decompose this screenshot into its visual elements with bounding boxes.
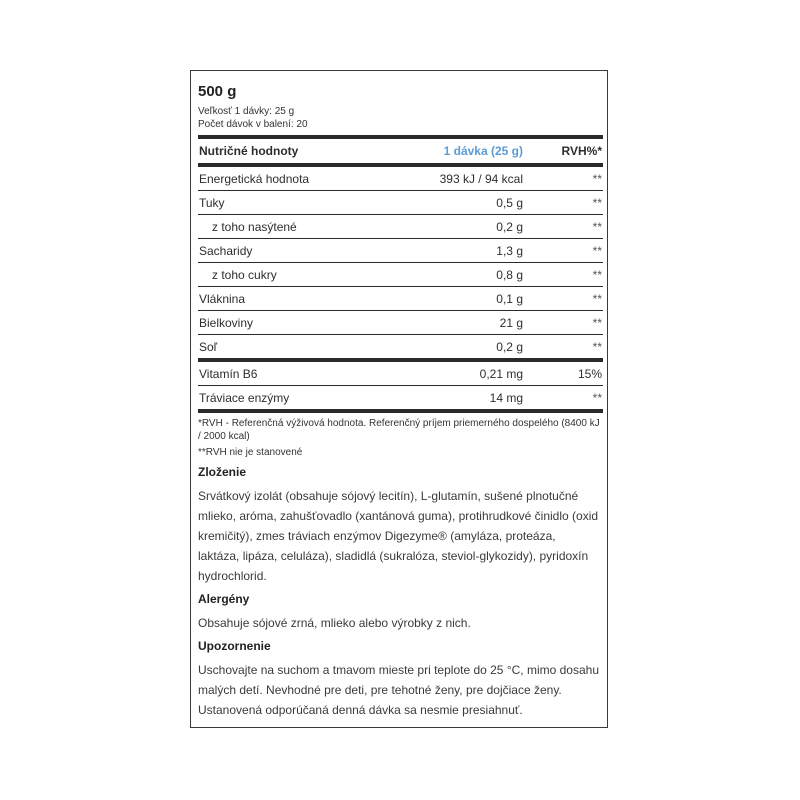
table-row: [198, 335, 603, 361]
table-row: [198, 287, 603, 311]
nutrient-name: z toho nasýtené: [212, 219, 297, 234]
warning-title: Upozornenie: [198, 639, 271, 653]
table-row: [198, 239, 603, 263]
nutrient-name: Energetická hodnota: [199, 171, 310, 186]
column-header-serving: 1 dávka (25 g): [443, 144, 523, 158]
nutrient-rvh: **: [592, 339, 602, 354]
nutrient-name: Soľ: [199, 339, 218, 354]
nutrient-rvh: **: [592, 390, 602, 405]
nutrient-value: 0,21 mg: [479, 366, 523, 381]
nutrient-rvh: **: [592, 171, 602, 186]
nutrient-rvh: **: [592, 243, 602, 258]
allergens-text: Obsahuje sójové zrná, mlieko alebo výrobky z nich.: [198, 616, 471, 630]
servings-count: Počet dávok v balení: 20: [198, 119, 308, 130]
footnote-rvh-not-set: **RVH nie je stanovené: [198, 447, 303, 458]
table-row: [198, 215, 603, 239]
nutrient-name: Sacharidy: [199, 243, 253, 258]
table-row: [198, 386, 603, 412]
nutrition-table: [198, 135, 603, 413]
nutrition-table-header: [198, 137, 603, 165]
nutrient-value: 21 g: [499, 315, 523, 330]
nutrient-value: 0,8 g: [496, 267, 523, 282]
composition-title: Zloženie: [198, 465, 247, 479]
table-row: [198, 263, 603, 287]
footnote-rvh: *RVH - Referenčná výživová hodnota. Referenčný príjem priemerného dospelého (8400 kJ / 2000 kcal): [198, 418, 600, 442]
nutrient-name: Tuky: [199, 195, 225, 210]
nutrient-value: 393 kJ / 94 kcal: [439, 171, 523, 186]
warning-text: Uschovajte na suchom a tmavom mieste pri teplote do 25 °C, mimo dosahu malých detí. Nevhodné pre deti, pre tehotné ženy, pre dojčiace ženy. Ustanovená odporúčaná denná dávka sa nesmie presiahnuť.: [198, 663, 599, 717]
serving-size: Veľkosť 1 dávky: 25 g: [198, 106, 295, 117]
nutrient-rvh: **: [592, 291, 602, 306]
column-header-rvh: RVH%*: [561, 144, 602, 158]
table-row: [198, 191, 603, 215]
nutrient-name: Vláknina: [199, 291, 246, 306]
nutrient-name: Tráviace enzýmy: [199, 390, 290, 405]
nutrient-rvh: **: [592, 267, 602, 282]
nutrient-name: z toho cukry: [212, 267, 277, 282]
nutrient-name: Vitamín B6: [199, 366, 258, 381]
nutrient-value: 0,1 g: [496, 291, 523, 306]
nutrient-value: 0,2 g: [496, 339, 523, 354]
nutrient-value: 14 mg: [489, 390, 523, 405]
nutrient-rvh: **: [592, 315, 602, 330]
allergens-title: Alergény: [198, 592, 250, 606]
table-row: [198, 311, 603, 335]
nutrient-rvh: **: [592, 195, 602, 210]
column-header-nutrients: Nutričné hodnoty: [199, 144, 299, 158]
nutrient-name: Bielkoviny: [199, 315, 254, 330]
nutrient-value: 0,2 g: [496, 219, 523, 234]
composition-text: Srvátkový izolát (obsahuje sójový lecitín), L-glutamín, sušené plnotučné mlieko, aróma, zahušťovadlo (xantánová guma), protihrudkové činidlo (oxid kremičitý), zmes tráviach enzýmov Digezyme® (amyláza, proteáza, laktáza, lipáza, celuláza), sladidlá (sukralóza, steviol-glykozidy), pyridoxín hydrochlorid.: [198, 489, 599, 583]
nutrition-label-panel: [190, 70, 608, 728]
table-row: [198, 165, 603, 191]
table-row: [198, 360, 603, 386]
package-weight: 500 g: [198, 83, 237, 100]
nutrient-value: 0,5 g: [496, 195, 523, 210]
nutrient-rvh: **: [592, 219, 602, 234]
nutrient-value: 1,3 g: [496, 243, 523, 258]
nutrient-rvh: 15%: [577, 366, 602, 381]
